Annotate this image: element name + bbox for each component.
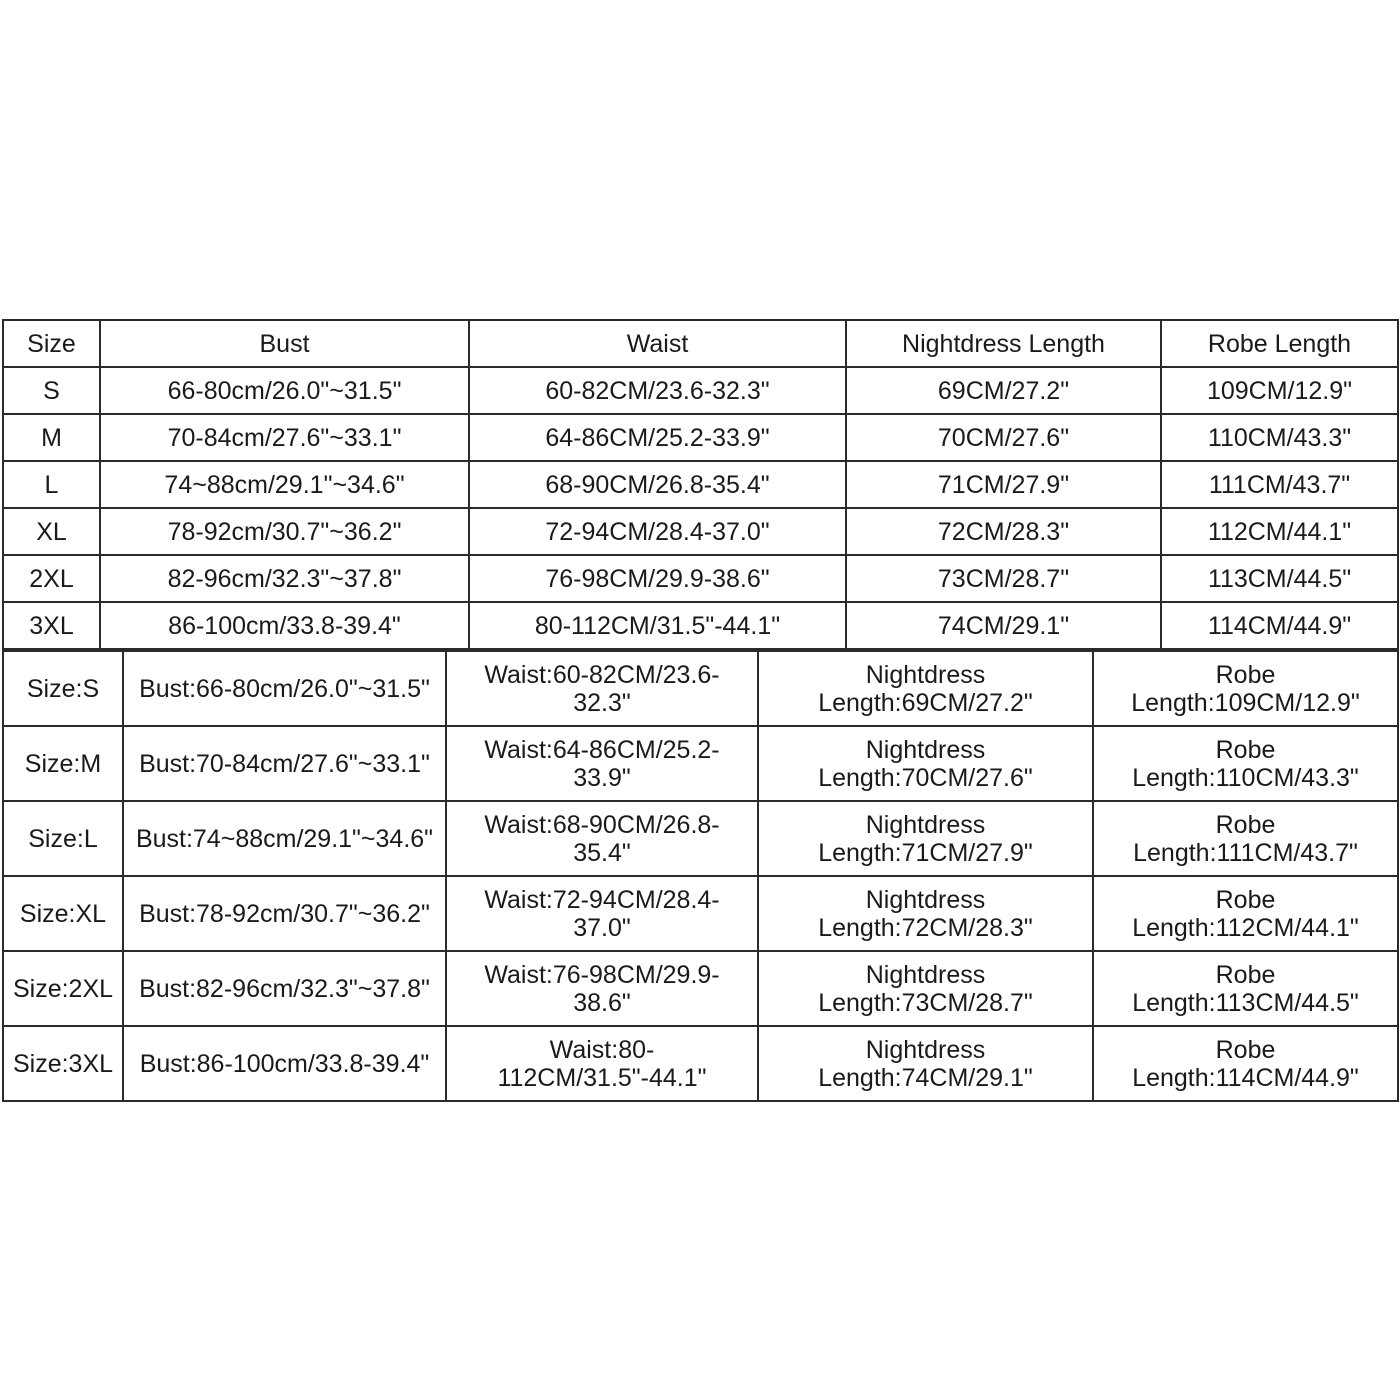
table-row: [3, 651, 1398, 726]
bust-cell: Bust:78-92cm/30.7"~36.2": [123, 876, 446, 951]
table-cell: 2XL: [3, 555, 100, 602]
robe-length-cell: Robe Length:112CM/44.1": [1093, 876, 1398, 951]
size-detail-table: [2, 650, 1399, 1102]
table-cell: 86-100cm/33.8-39.4": [100, 602, 469, 649]
table-row: [3, 602, 1398, 649]
bust-cell: Bust:82-96cm/32.3"~37.8": [123, 951, 446, 1026]
table-cell: 78-92cm/30.7"~36.2": [100, 508, 469, 555]
table-cell: 60-82CM/23.6-32.3": [469, 367, 846, 414]
nightdress-length-cell: Nightdress Length:70CM/27.6": [758, 726, 1093, 801]
table-row: [3, 508, 1398, 555]
table-cell: XL: [3, 508, 100, 555]
table-cell: 3XL: [3, 602, 100, 649]
table-cell: L: [3, 461, 100, 508]
header-row: [3, 320, 1398, 367]
table-row: [3, 801, 1398, 876]
robe-length-cell: Robe Length:110CM/43.3": [1093, 726, 1398, 801]
waist-cell: Waist:80- 112CM/31.5"-44.1": [446, 1026, 758, 1101]
bust-cell: Bust:70-84cm/27.6"~33.1": [123, 726, 446, 801]
table-cell: 64-86CM/25.2-33.9": [469, 414, 846, 461]
table-cell: 72CM/28.3": [846, 508, 1161, 555]
table-cell: 109CM/12.9": [1161, 367, 1398, 414]
table-row: [3, 555, 1398, 602]
header-cell: Nightdress Length: [846, 320, 1161, 367]
robe-length-cell: Robe Length:111CM/43.7": [1093, 801, 1398, 876]
size-cell: Size:3XL: [3, 1026, 123, 1101]
table-cell: 80-112CM/31.5"-44.1": [469, 602, 846, 649]
bust-cell: Bust:66-80cm/26.0"~31.5": [123, 651, 446, 726]
table-row: [3, 461, 1398, 508]
table-row: [3, 367, 1398, 414]
table-row: [3, 1026, 1398, 1101]
table-row: [3, 726, 1398, 801]
table-cell: 74CM/29.1": [846, 602, 1161, 649]
size-cell: Size:M: [3, 726, 123, 801]
table-cell: 82-96cm/32.3"~37.8": [100, 555, 469, 602]
robe-length-cell: Robe Length:113CM/44.5": [1093, 951, 1398, 1026]
size-chart-table: [2, 319, 1399, 650]
table-cell: M: [3, 414, 100, 461]
table-cell: 112CM/44.1": [1161, 508, 1398, 555]
bust-cell: Bust:74~88cm/29.1"~34.6": [123, 801, 446, 876]
header-cell: Robe Length: [1161, 320, 1398, 367]
table-cell: 66-80cm/26.0"~31.5": [100, 367, 469, 414]
waist-cell: Waist:68-90CM/26.8- 35.4": [446, 801, 758, 876]
table-row: [3, 951, 1398, 1026]
table-cell: 74~88cm/29.1"~34.6": [100, 461, 469, 508]
table-cell: 113CM/44.5": [1161, 555, 1398, 602]
bust-cell: Bust:86-100cm/33.8-39.4": [123, 1026, 446, 1101]
table-row: [3, 414, 1398, 461]
robe-length-cell: Robe Length:109CM/12.9": [1093, 651, 1398, 726]
size-cell: Size:XL: [3, 876, 123, 951]
nightdress-length-cell: Nightdress Length:69CM/27.2": [758, 651, 1093, 726]
table-cell: 110CM/43.3": [1161, 414, 1398, 461]
header-cell: Waist: [469, 320, 846, 367]
table-cell: 114CM/44.9": [1161, 602, 1398, 649]
robe-length-cell: Robe Length:114CM/44.9": [1093, 1026, 1398, 1101]
waist-cell: Waist:64-86CM/25.2- 33.9": [446, 726, 758, 801]
size-cell: Size:L: [3, 801, 123, 876]
table-cell: 70CM/27.6": [846, 414, 1161, 461]
table-cell: 111CM/43.7": [1161, 461, 1398, 508]
waist-cell: Waist:76-98CM/29.9- 38.6": [446, 951, 758, 1026]
table-row: [3, 876, 1398, 951]
size-cell: Size:2XL: [3, 951, 123, 1026]
table-cell: 73CM/28.7": [846, 555, 1161, 602]
table-cell: 69CM/27.2": [846, 367, 1161, 414]
table-cell: S: [3, 367, 100, 414]
nightdress-length-cell: Nightdress Length:72CM/28.3": [758, 876, 1093, 951]
nightdress-length-cell: Nightdress Length:74CM/29.1": [758, 1026, 1093, 1101]
table-cell: 70-84cm/27.6"~33.1": [100, 414, 469, 461]
nightdress-length-cell: Nightdress Length:71CM/27.9": [758, 801, 1093, 876]
header-cell: Size: [3, 320, 100, 367]
size-cell: Size:S: [3, 651, 123, 726]
table-cell: 71CM/27.9": [846, 461, 1161, 508]
table-cell: 72-94CM/28.4-37.0": [469, 508, 846, 555]
table-cell: 76-98CM/29.9-38.6": [469, 555, 846, 602]
waist-cell: Waist:72-94CM/28.4- 37.0": [446, 876, 758, 951]
waist-cell: Waist:60-82CM/23.6- 32.3": [446, 651, 758, 726]
nightdress-length-cell: Nightdress Length:73CM/28.7": [758, 951, 1093, 1026]
table-cell: 68-90CM/26.8-35.4": [469, 461, 846, 508]
header-cell: Bust: [100, 320, 469, 367]
